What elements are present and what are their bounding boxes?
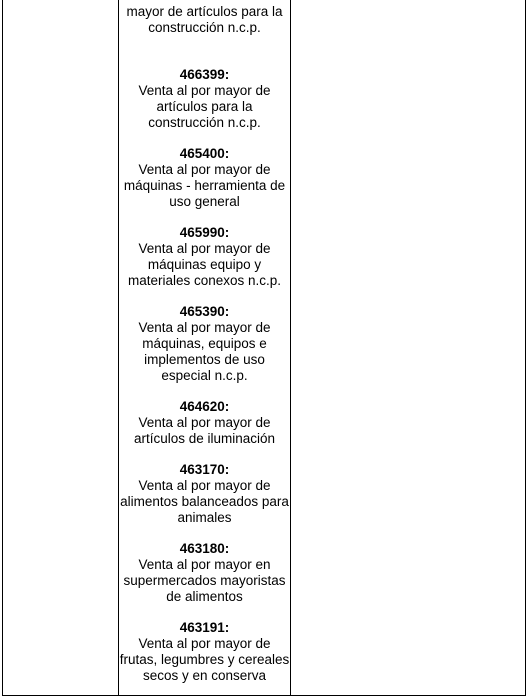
activity-code: 465390: xyxy=(179,304,230,319)
list-item xyxy=(119,146,290,210)
activity-description: Venta al por mayor de artículos de iluminación xyxy=(133,415,276,446)
activity-code: 465990: xyxy=(179,225,230,240)
table-column-left xyxy=(3,0,119,695)
activity-code: 463170: xyxy=(179,462,230,477)
activity-description: Venta al por mayor de máquinas - herramienta de uso general xyxy=(123,162,286,209)
activity-description: Venta al por mayor de máquinas, equipos e implementos de uso especial n.c.p. xyxy=(138,320,271,383)
activity-table xyxy=(2,0,526,696)
list-item xyxy=(119,541,290,605)
list-item xyxy=(119,225,290,289)
table-column-right xyxy=(291,0,525,695)
activity-code: 465400: xyxy=(179,146,230,161)
list-item xyxy=(119,620,290,684)
list-item xyxy=(119,462,290,526)
table-column-activities xyxy=(119,0,291,695)
activity-code: 464620: xyxy=(179,399,230,414)
activity-description: Venta al por mayor de alimentos balanceados para animales xyxy=(120,478,289,525)
activity-description: Venta al por mayor en supermercados mayoristas de alimentos xyxy=(123,557,286,604)
activity-description: Venta al por mayor de frutas, legumbres y cereales secos y en conserva xyxy=(119,636,290,683)
activity-code: 466399: xyxy=(179,67,230,82)
activity-list xyxy=(119,67,290,699)
activity-code: 463180: xyxy=(179,541,230,556)
list-item xyxy=(119,399,290,447)
activity-description: Venta al por mayor de máquinas equipo y materiales conexos n.c.p. xyxy=(127,241,282,288)
continued-text: mayor de artículos para la construcción n.c.p. xyxy=(126,4,283,35)
list-item xyxy=(119,304,290,384)
activity-description: Venta al por mayor de artículos para la construcción n.c.p. xyxy=(138,83,271,130)
activity-code: 463191: xyxy=(179,620,230,635)
list-item xyxy=(119,67,290,131)
